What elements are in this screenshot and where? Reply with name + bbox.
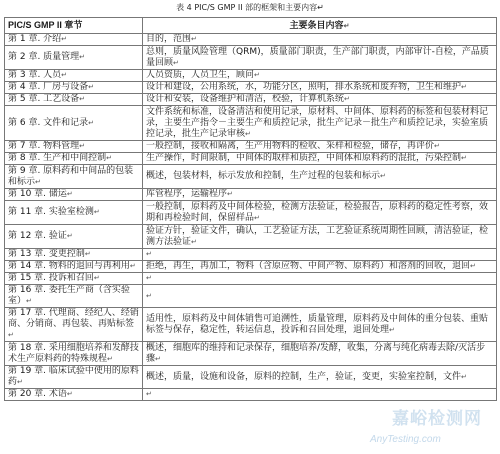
content-text: 目的，范围 [146, 34, 192, 44]
chapter-text: 第 12 章. 验证 [8, 231, 67, 241]
return-mark: ↵ [191, 35, 197, 43]
chapter-cell [5, 34, 143, 46]
chapter-text: 第 7 章. 物料管理 [8, 141, 80, 151]
content-cell [143, 389, 497, 401]
content-text: 一般控制，原料药及中间体检验，检测方法验证，检验报告，原料药的稳定性考察，效期和再检验时间，保留样品 [146, 201, 489, 223]
chapter-text: 第 10 章. 储运 [8, 189, 67, 199]
return-mark: ↵ [93, 274, 100, 282]
chapter-cell [5, 165, 143, 189]
chapter-text: 第 16 章. 委托生产商（含实验室） [8, 285, 130, 306]
content-text: 概述，包装材料，标示发放和控制，生产过程的包装和标示 [146, 171, 381, 181]
content-text: 概述，质量，设施和设备，原料的控制，生产，验证，变更，实验室控制，文件 [146, 371, 462, 382]
chapter-text: 第 19 章. 临床试验中使用的原料药 [8, 366, 139, 387]
return-mark: ↵ [461, 154, 467, 162]
chapter-cell [5, 141, 143, 153]
chapter-text: 第 4 章. 厂房与设备 [8, 82, 89, 92]
return-mark: ↵ [461, 83, 467, 91]
table-row [5, 389, 497, 401]
chapter-cell [5, 249, 143, 261]
chapter-text: 第 2 章. 质量管理 [8, 52, 80, 62]
return-mark: ↵ [107, 354, 113, 363]
table-row [5, 342, 497, 366]
return-mark: ↵ [61, 71, 68, 79]
content-cell [143, 34, 497, 46]
content-cell [143, 189, 497, 201]
content-cell [143, 141, 497, 153]
table-row [5, 94, 497, 106]
content-cell [143, 285, 497, 308]
table-row [5, 70, 497, 82]
return-mark: ↵ [146, 274, 152, 282]
chapter-cell [5, 342, 143, 366]
table-row [5, 141, 497, 153]
content-text: 验证方针，验证文件，确认，工艺验证方法，工艺验证系统周期性回顾，清洁验证，检测方法验证 [146, 225, 489, 247]
content-text: 概述，细胞库的维持和记录保存，细胞培养/发酵，收集，分离与纯化病毒去除/灭活步骤 [146, 342, 486, 364]
table-row [5, 273, 497, 285]
table-row [5, 82, 497, 94]
return-mark: ↵ [389, 325, 395, 334]
table-row [5, 189, 497, 201]
return-mark: ↵ [88, 118, 95, 127]
return-mark: ↵ [79, 53, 86, 61]
content-cell [143, 273, 497, 285]
table-row [5, 106, 497, 141]
content-cell [143, 94, 497, 106]
chapter-text: 第 3 章. 人员 [8, 70, 62, 80]
chapter-cell [5, 82, 143, 94]
chapter-cell [5, 189, 143, 201]
return-mark: ↵ [344, 95, 350, 103]
return-mark: ↵ [17, 378, 23, 386]
content-cell [143, 106, 497, 141]
chapter-text: 第 13 章. 变更控制 [8, 249, 85, 259]
return-mark: ↵ [35, 177, 41, 186]
return-mark: ↵ [227, 190, 233, 198]
chapter-text: 第 5 章. 工艺设备 [8, 94, 80, 104]
return-mark: ↵ [173, 58, 179, 67]
content-cell [143, 249, 497, 261]
chapter-text: 第 6 章. 文件和记录 [8, 117, 89, 128]
return-mark: ↵ [461, 372, 467, 381]
return-mark: ↵ [79, 95, 86, 103]
header-chapter [5, 18, 143, 34]
return-mark: ↵ [155, 354, 161, 363]
chapter-cell [5, 106, 143, 141]
content-cell [143, 261, 497, 273]
table-header-row [5, 18, 497, 34]
return-mark: ↵ [146, 291, 152, 300]
content-cell [143, 225, 497, 249]
chapter-text: 第 1 章. 介绍 [8, 34, 62, 44]
header-content-text: 主要条目内容 [289, 19, 344, 30]
content-text: 人员资质，人员卫生，顾问 [146, 70, 255, 80]
content-text: 一般控制，接收和隔离，生产用物料的检收、采样和检验，储存，再评价 [146, 141, 435, 151]
chapter-cell [5, 389, 143, 401]
chapter-cell [5, 46, 143, 70]
table-row [5, 34, 497, 46]
return-mark: ↵ [380, 172, 386, 180]
content-text: 拒绝，再生，再加工，物料（含原应物、中间产物、原料药）和溶剂的回收，退回 [146, 261, 471, 271]
return-mark: ↵ [146, 390, 152, 398]
return-mark: ↵ [88, 83, 95, 91]
return-mark: ↵ [434, 142, 440, 150]
chapter-text: 第 14 章. 物料的退回与再利用 [8, 261, 130, 271]
content-text: 设计和安装，设备维护和清洁，校验，计算机系统 [146, 94, 345, 104]
return-mark: ↵ [93, 208, 100, 216]
return-mark: ↵ [245, 129, 251, 138]
chapter-cell [5, 285, 143, 308]
content-cell [143, 82, 497, 94]
content-cell [143, 342, 497, 366]
chapter-text: 第 8 章. 生产和中间控制 [8, 153, 107, 163]
header-chapter-text: PIC/S GMP II 章节 [8, 20, 83, 30]
table-caption: 表 4 PIC/S GMP II 部的框架和主要内容↵ [176, 3, 324, 12]
chapter-cell [5, 153, 143, 165]
header-content [143, 18, 497, 34]
chapter-cell [5, 261, 143, 273]
chapter-cell [5, 201, 143, 225]
table-row [5, 165, 497, 189]
content-text: 文件系统和标准，设备清洁和使用记录，原材料、中间体、原料药的标签和包装材料记录，主要生产指令－主要生产和质控记录，批生产记录－批生产和质控记录，实验室质控记录，批生产记录审核 [146, 106, 489, 139]
content-text: 总则，质量风险管理（QRM)，质量部门职责，生产部门职责，内部审计-自检，产品质量回顾 [146, 46, 489, 68]
table-row [5, 46, 497, 70]
chapter-cell [5, 70, 143, 82]
table-row [5, 308, 497, 342]
gmp-structure-table [4, 17, 497, 401]
return-mark: ↵ [26, 297, 32, 305]
return-mark: ↵ [61, 35, 68, 43]
chapter-cell [5, 225, 143, 249]
chapter-cell [5, 366, 143, 389]
table-row [5, 201, 497, 225]
return-mark: ↵ [66, 190, 73, 198]
return-mark: ↵ [129, 262, 136, 270]
return-mark: ↵ [66, 390, 73, 398]
content-text: 适用性，原料药及中间体销售可追溯性，质量管理，原料药及中间体的重分包装、重贴标签与保存，稳定性，转运信息，投诉和召回处理，退回处理 [146, 313, 489, 335]
content-cell [143, 201, 497, 225]
return-mark: ↵ [79, 142, 86, 150]
content-text: 库管程序，运输程序 [146, 189, 228, 199]
table-body [5, 34, 497, 401]
return-mark: ↵ [470, 262, 476, 270]
content-cell [143, 165, 497, 189]
content-cell [143, 308, 497, 342]
table-row [5, 225, 497, 249]
watermark-url: AnyTesting.com [370, 434, 441, 445]
chapter-text: 第 15 章. 投诉和召回 [8, 273, 94, 283]
return-mark: ↵ [254, 213, 260, 222]
chapter-text: 第 17 章. 代理商、经纪人、经销商、分销商、再包装、再贴标签 [8, 308, 139, 329]
table-row [5, 261, 497, 273]
return-mark: ↵ [84, 250, 91, 258]
content-cell [143, 366, 497, 389]
return-mark: ↵ [343, 22, 350, 30]
content-text: 生产操作，时间限制，中间体的取样和质控，中间体和原料药的混批，污染控制 [146, 153, 462, 163]
chapter-cell [5, 273, 143, 285]
table-row [5, 285, 497, 308]
chapter-text: 第 11 章. 实验室检测 [8, 207, 94, 217]
return-mark: ↵ [254, 71, 260, 79]
content-cell [143, 70, 497, 82]
return-mark: ↵ [191, 237, 197, 246]
content-cell [143, 153, 497, 165]
chapter-cell [5, 94, 143, 106]
watermark-logo-text: 嘉峪检测网 [392, 409, 482, 429]
return-mark: ↵ [8, 331, 14, 339]
content-cell [143, 46, 497, 70]
return-mark: ↵ [146, 250, 152, 258]
table-row [5, 153, 497, 165]
chapter-cell [5, 308, 143, 342]
table-row [5, 366, 497, 389]
table-row [5, 249, 497, 261]
content-text: 设计和建设，公用系统，水，功能分区，照明，排水系统和废弃物，卫生和维护 [146, 82, 462, 92]
chapter-text: 第 18 章. 采用细胞培养和发酵技术生产原料药的特殊规程 [8, 342, 139, 364]
return-mark: ↵ [66, 232, 73, 240]
chapter-text: 第 20 章. 术语 [8, 389, 67, 399]
chapter-text: 第 9 章. 原料药和中间品的包装和标示 [8, 165, 134, 187]
return-mark: ↵ [106, 154, 113, 162]
